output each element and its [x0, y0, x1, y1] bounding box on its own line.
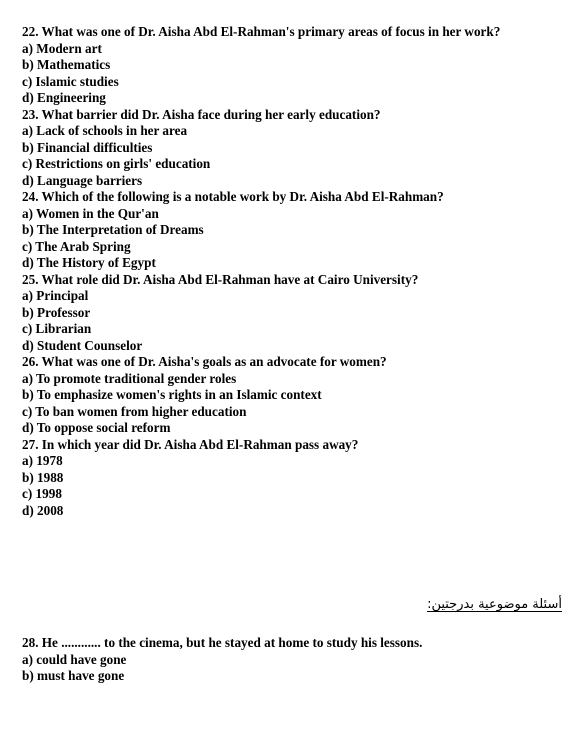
questions-22-27 [22, 24, 567, 519]
question-22-option-c: c) Islamic studies [22, 73, 119, 89]
question-25-option-a: a) Principal [22, 288, 89, 303]
question-24-option-a: a) Women in the Qur'an [22, 205, 159, 221]
question-25-text: 25. What role did Dr. Aisha Abd El-Rahman have at Cairo University? [22, 271, 419, 287]
question-26-option-d: d) To oppose social reform [22, 420, 171, 435]
question-24-option-b: b) The Interpretation of Dreams [22, 222, 204, 237]
question-22-text: 22. What was one of Dr. Aisha Abd El-Rahman's primary areas of focus in her work? [22, 24, 501, 39]
question-23-text: 23. What barrier did Dr. Aisha face during her early education? [22, 106, 381, 122]
question-26-option-b: b) To emphasize women's rights in an Islamic context [22, 387, 322, 402]
question-27-option-c: c) 1998 [22, 486, 62, 501]
question-26-option-c: c) To ban women from higher education [22, 403, 247, 419]
question-25-option-c: c) Librarian [22, 321, 92, 336]
question-23-option-a: a) Lack of schools in her area [22, 123, 188, 138]
question-22-option-d: d) Engineering [22, 90, 106, 105]
section-heading-arabic: أسئلة موضوعية بدرجتين: [427, 597, 562, 612]
question-24-text: 24. Which of the following is a notable work by Dr. Aisha Abd El-Rahman? [22, 189, 444, 204]
question-26-option-a: a) To promote traditional gender roles [22, 370, 237, 386]
question-28-option-a: a) could have gone [22, 651, 127, 667]
question-22-option-b: b) Mathematics [22, 57, 111, 72]
question-24-option-d: d) The History of Egypt [22, 255, 156, 270]
question-28-option-b: b) must have gone [22, 668, 125, 683]
question-27-text: 27. In which year did Dr. Aisha Abd El-Rahman pass away? [22, 436, 359, 452]
question-24-option-c: c) The Arab Spring [22, 238, 131, 254]
question-26-text: 26. What was one of Dr. Aisha's goals as an advocate for women? [22, 354, 387, 369]
question-22-option-a: a) Modern art [22, 40, 102, 56]
question-25-option-b: b) Professor [22, 304, 91, 320]
question-28-text: 28. He ............ to the cinema, but he stayed at home to study his lessons. [22, 635, 423, 650]
question-27-option-b: b) 1988 [22, 469, 64, 485]
question-27-option-a: a) 1978 [22, 453, 63, 468]
question-23-option-b: b) Financial difficulties [22, 139, 153, 155]
question-28-block [22, 635, 567, 685]
question-27-option-d: d) 2008 [22, 502, 64, 518]
question-23-option-d: d) Language barriers [22, 172, 143, 188]
question-25-option-d: d) Student Counselor [22, 337, 143, 353]
question-23-option-c: c) Restrictions on girls' education [22, 156, 211, 171]
